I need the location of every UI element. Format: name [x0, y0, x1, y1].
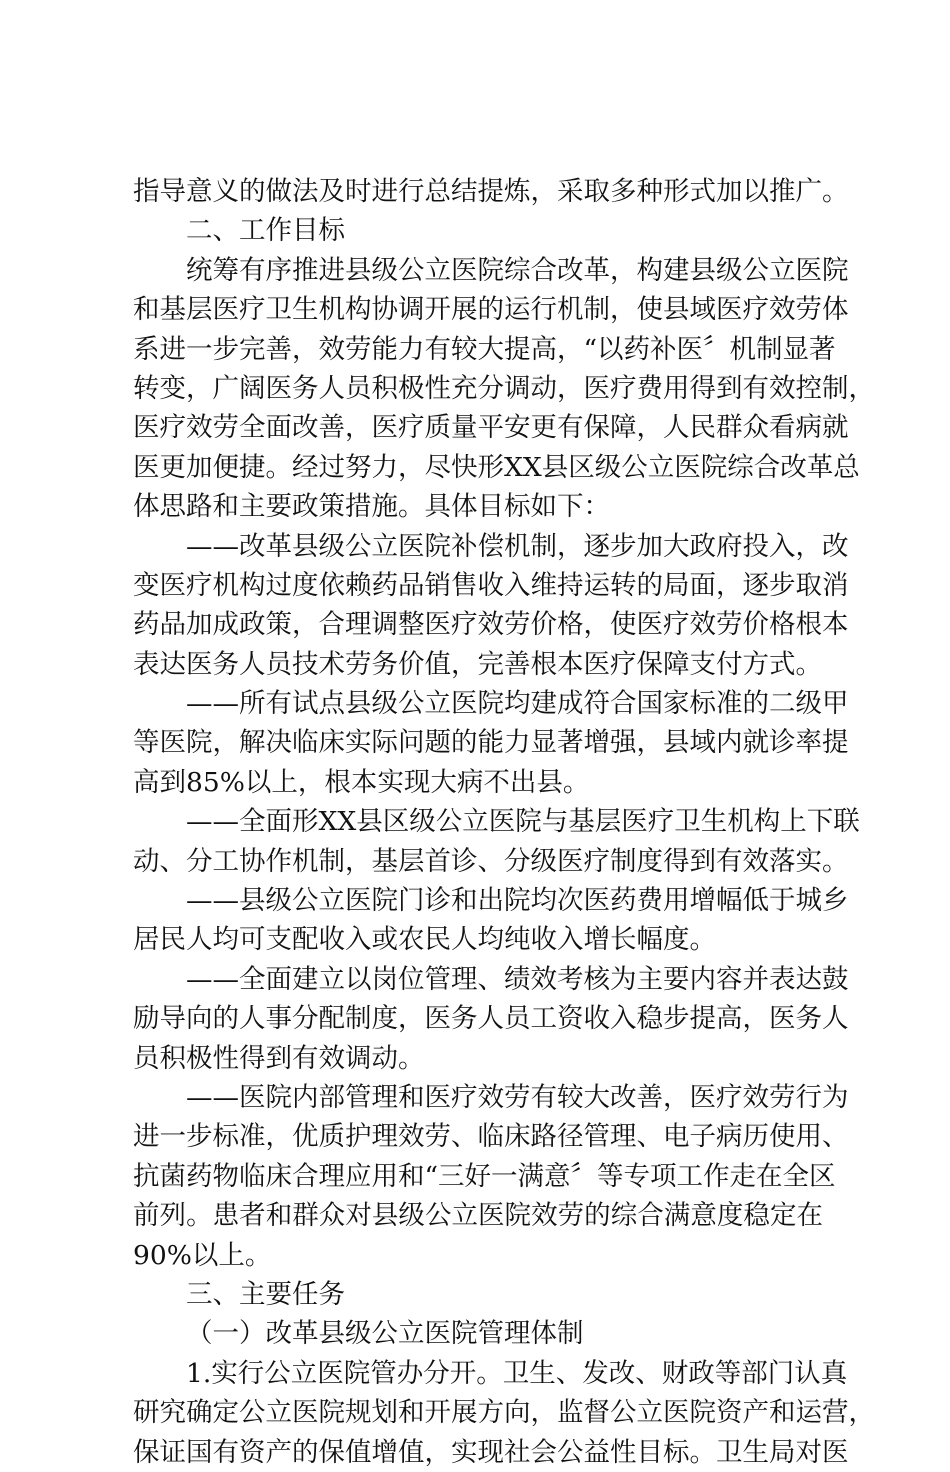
- text-line: 二、工作目标: [186, 215, 345, 247]
- text-line: 90%以上。: [133, 1239, 272, 1271]
- text-line: 动、分工协作机制，基层首诊、分级医疗制度得到有效落实。: [133, 845, 849, 877]
- text-line: 1.实行公立医院管办分开。卫生、发改、财政等部门认真: [186, 1357, 848, 1389]
- text-line: 药品加成政策，合理调整医疗效劳价格，使医疗效劳价格根本: [133, 609, 849, 641]
- text-line: 转变，广阔医务人员积极性充分调动，医疗费用得到有效控制，: [133, 372, 875, 404]
- text-line: 居民人均可支配收入或农民人均纯收入增长幅度。: [133, 924, 716, 956]
- text-line: ——全面建立以岗位管理、绩效考核为主要内容并表达鼓: [186, 963, 849, 995]
- text-line: 进一步标准，优质护理效劳、临床路径管理、电子病历使用、: [133, 1121, 849, 1153]
- text-line: 三、主要任务: [186, 1278, 345, 1310]
- text-line: 保证国有资产的保值增值，实现社会公益性目标。卫生局对医: [133, 1436, 849, 1468]
- text-line: 指导意义的做法及时进行总结提炼，采取多种形式加以推广。: [133, 176, 849, 207]
- text-line: ——县级公立医院门诊和出院均次医药费用增幅低于城乡: [186, 885, 849, 917]
- text-line: ——所有试点县级公立医院均建成符合国家标准的二级甲: [186, 688, 849, 720]
- text-line: ——医院内部管理和医疗效劳有较大改善，医疗效劳行为: [186, 1081, 849, 1113]
- text-line: 前列。患者和群众对县级公立医院效劳的综合满意度稳定在: [133, 1200, 823, 1232]
- text-line: 和基层医疗卫生机构协调开展的运行机制，使县域医疗效劳体: [133, 294, 849, 326]
- text-line: 等医院，解决临床实际问题的能力显著增强，县域内就诊率提: [133, 727, 849, 759]
- text-line: ——全面形XX县区级公立医院与基层医疗卫生机构上下联: [186, 806, 860, 838]
- text-line: 高到85%以上，根本实现大病不出县。: [133, 766, 590, 798]
- text-line: 统筹有序推进县级公立医院综合改革，构建县级公立医院: [186, 254, 849, 286]
- document-body: [133, 172, 875, 1472]
- text-line: 表达医务人员技术劳务价值，完善根本医疗保障支付方式。: [133, 648, 822, 680]
- text-line: 医更加便捷。经过努力，尽快形XX县区级公立医院综合改革总: [133, 451, 860, 483]
- text-line: （一）改革县级公立医院管理体制: [186, 1318, 584, 1350]
- text-line: 医疗效劳全面改善，医疗质量平安更有保障，人民群众看病就: [133, 412, 849, 444]
- text-line: 抗菌药物临床合理应用和“三好一满意〞等专项工作走在全区: [133, 1160, 836, 1192]
- text-line: 变医疗机构过度依赖药品销售收入维持运转的局面，逐步取消: [133, 569, 849, 601]
- text-line: ——改革县级公立医院补偿机制，逐步加大政府投入，改: [186, 530, 849, 562]
- text-line: 员积极性得到有效调动。: [133, 1042, 425, 1074]
- text-line: 系进一步完善，效劳能力有较大提高，“以药补医〞机制显著: [133, 333, 836, 365]
- text-line: 体思路和主要政策措施。具体目标如下：: [133, 491, 610, 523]
- text-line: 励导向的人事分配制度，医务人员工资收入稳步提高，医务人: [133, 1003, 849, 1035]
- text-line: 研究确定公立医院规划和开展方向，监督公立医院资产和运营，: [133, 1397, 875, 1429]
